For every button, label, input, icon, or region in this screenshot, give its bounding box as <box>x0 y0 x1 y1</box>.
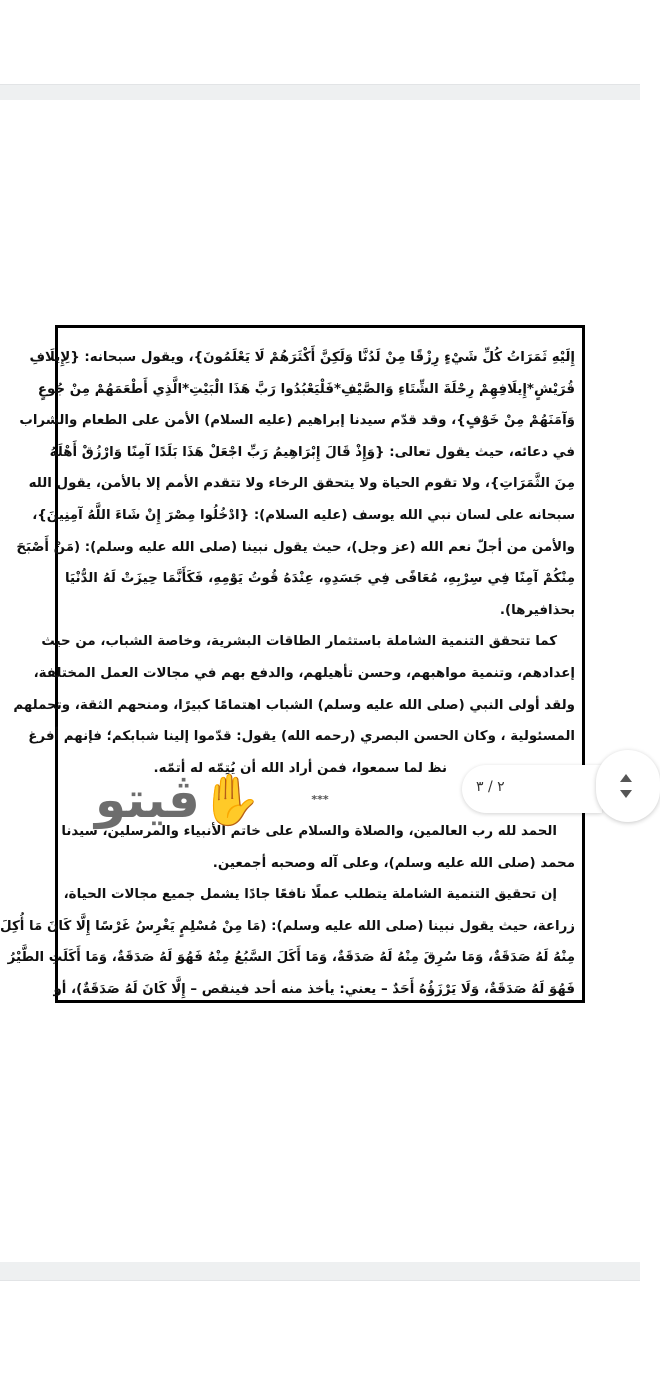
text-line: والأمن من أجلّ نعم الله (عز وجل)، حيث يقول نبينا (صلى الله عليه وسلم): (مَنْ أَصْبَحَ <box>16 539 575 555</box>
page-indicator-text: ٢ / ٣ <box>476 779 505 795</box>
document-body <box>0 342 575 1005</box>
text-line: مِنْكُمْ آمِنًا فِي سِرْبِهِ، مُعَافًى فِي جَسَدِهِ، عِنْدَهُ قُوتُ يَوْمِهِ، فَكَأَنَّمَا حِيزَتْ لَهُ الدُّنْيَا <box>65 571 575 587</box>
text-line: وَآمَنَهُمْ مِنْ خَوْفٍ}، وقد قدّم سيدنا إبراهيم (عليه السلام) الأمن على الطعام والشراب <box>19 413 575 429</box>
text-line: ولقد أولى النبي (صلى الله عليه وسلم) الشباب اهتمامًا كبيرًا، ومنحهم الثقة، وتحملهم <box>13 697 575 713</box>
text-line: إن تحقيق التنمية الشاملة يتطلب عملًا نافعًا جادًا يشمل جميع مجالات الحياة، <box>63 887 557 903</box>
text-line: الحمد لله رب العالمين، والصلاة والسلام على خاتم الأنبياء والمرسلين، سيدنا <box>61 823 557 839</box>
document-text-frame <box>0 325 585 1003</box>
text-line: إِلَيْهِ ثَمَرَاتُ كُلِّ شَيْءٍ رِزْقًا مِنْ لَدُنَّا وَلَكِنَّ أَكْثَرَهُمْ لَا يَعْلَمُونَ}، ويقول سبحانه: {لِإِيلَافِ <box>29 350 575 365</box>
section-separator: *** <box>311 793 329 807</box>
text-line: بحذافيرها). <box>499 602 575 618</box>
text-line: المسئولية ، وكان الحسن البصري (رحمه الله) يقول: قدّموا إلينا شبابكم؛ فإنهم أفرغ <box>28 729 575 745</box>
text-line: نظ لما سمعوا، فمن أراد الله أن يُتِمّه له أتمّه. <box>153 760 447 776</box>
viewer-bottom-band <box>0 1262 640 1281</box>
text-line: في دعائه، حيث يقول تعالى: {وَإِذْ قَالَ إِبْرَاهِيمُ رَبِّ اجْعَلْ هَذَا بَلَدًا آمِنًا وَارْزُقْ أَهْلَهُ <box>49 444 575 460</box>
page-indicator <box>462 765 602 813</box>
text-line: محمد (صلى الله عليه وسلم)، وعلى آله وصحبه أجمعين. <box>212 855 575 871</box>
arrow-down-icon <box>620 790 632 798</box>
text-line: قُرَيْشٍ*إِيلَافِهِمْ رِحْلَةَ الشِّتَاءِ وَالصَّيْفِ*فَلْيَعْبُدُوا رَبَّ هَذَا الْبَيْتِ*الَّذِي أَطْعَمَهُمْ مِنْ جُوعٍ <box>37 381 575 397</box>
text-line: فَهُوَ لَهُ صَدَقَةٌ، وَلَا يَرْزَؤُهُ أَحَدٌ – يعني: يأخذ منه أحد فينقص – إِلَّا كَانَ لَهُ صَدَقَةٌ)، أو <box>53 981 575 997</box>
text-line: إعدادهم، وتنمية مواهبهم، وحسن تأهيلهم، والدفع بهم في مجالات العمل المختلفة، <box>33 665 575 681</box>
viewer-top-band <box>0 84 640 101</box>
text-line: كما تتحقق التنمية الشاملة باستثمار الطاقات البشرية، وخاصة الشباب، من حيث <box>41 634 557 650</box>
watermark-logo: ✋ڤيتو <box>95 771 263 829</box>
text-line: مِنَ الثَّمَرَاتِ}، ولا تقوم الحياة ولا يتحقق الرخاء ولا تتقدم الأمم إلا بالأمن، يقول الله <box>28 476 575 492</box>
text-line: مِنْهُ لَهُ صَدَقَةٌ، وَمَا سُرِقَ مِنْهُ لَهُ صَدَقَةٌ، وَمَا أَكَلَ السَّبُعُ مِنْهُ فَهُوَ لَهُ صَدَقَةٌ، وَمَا أَكَلَتِ الطَّيْرُ <box>7 950 575 966</box>
text-line: سبحانه على لسان نبي الله يوسف (عليه السلام): {ادْخُلُوا مِصْرَ إِنْ شَاءَ اللَّهُ آمِنِينَ}، <box>32 507 575 523</box>
text-line: زراعة، حيث يقول نبينا (صلى الله عليه وسلم): (مَا مِنْ مُسْلِمٍ يَغْرِسُ غَرْسًا إِلَّا كَانَ مَا أُكِلَ <box>0 918 575 934</box>
scroll-handle[interactable] <box>596 750 660 822</box>
arrow-up-icon <box>620 774 632 782</box>
